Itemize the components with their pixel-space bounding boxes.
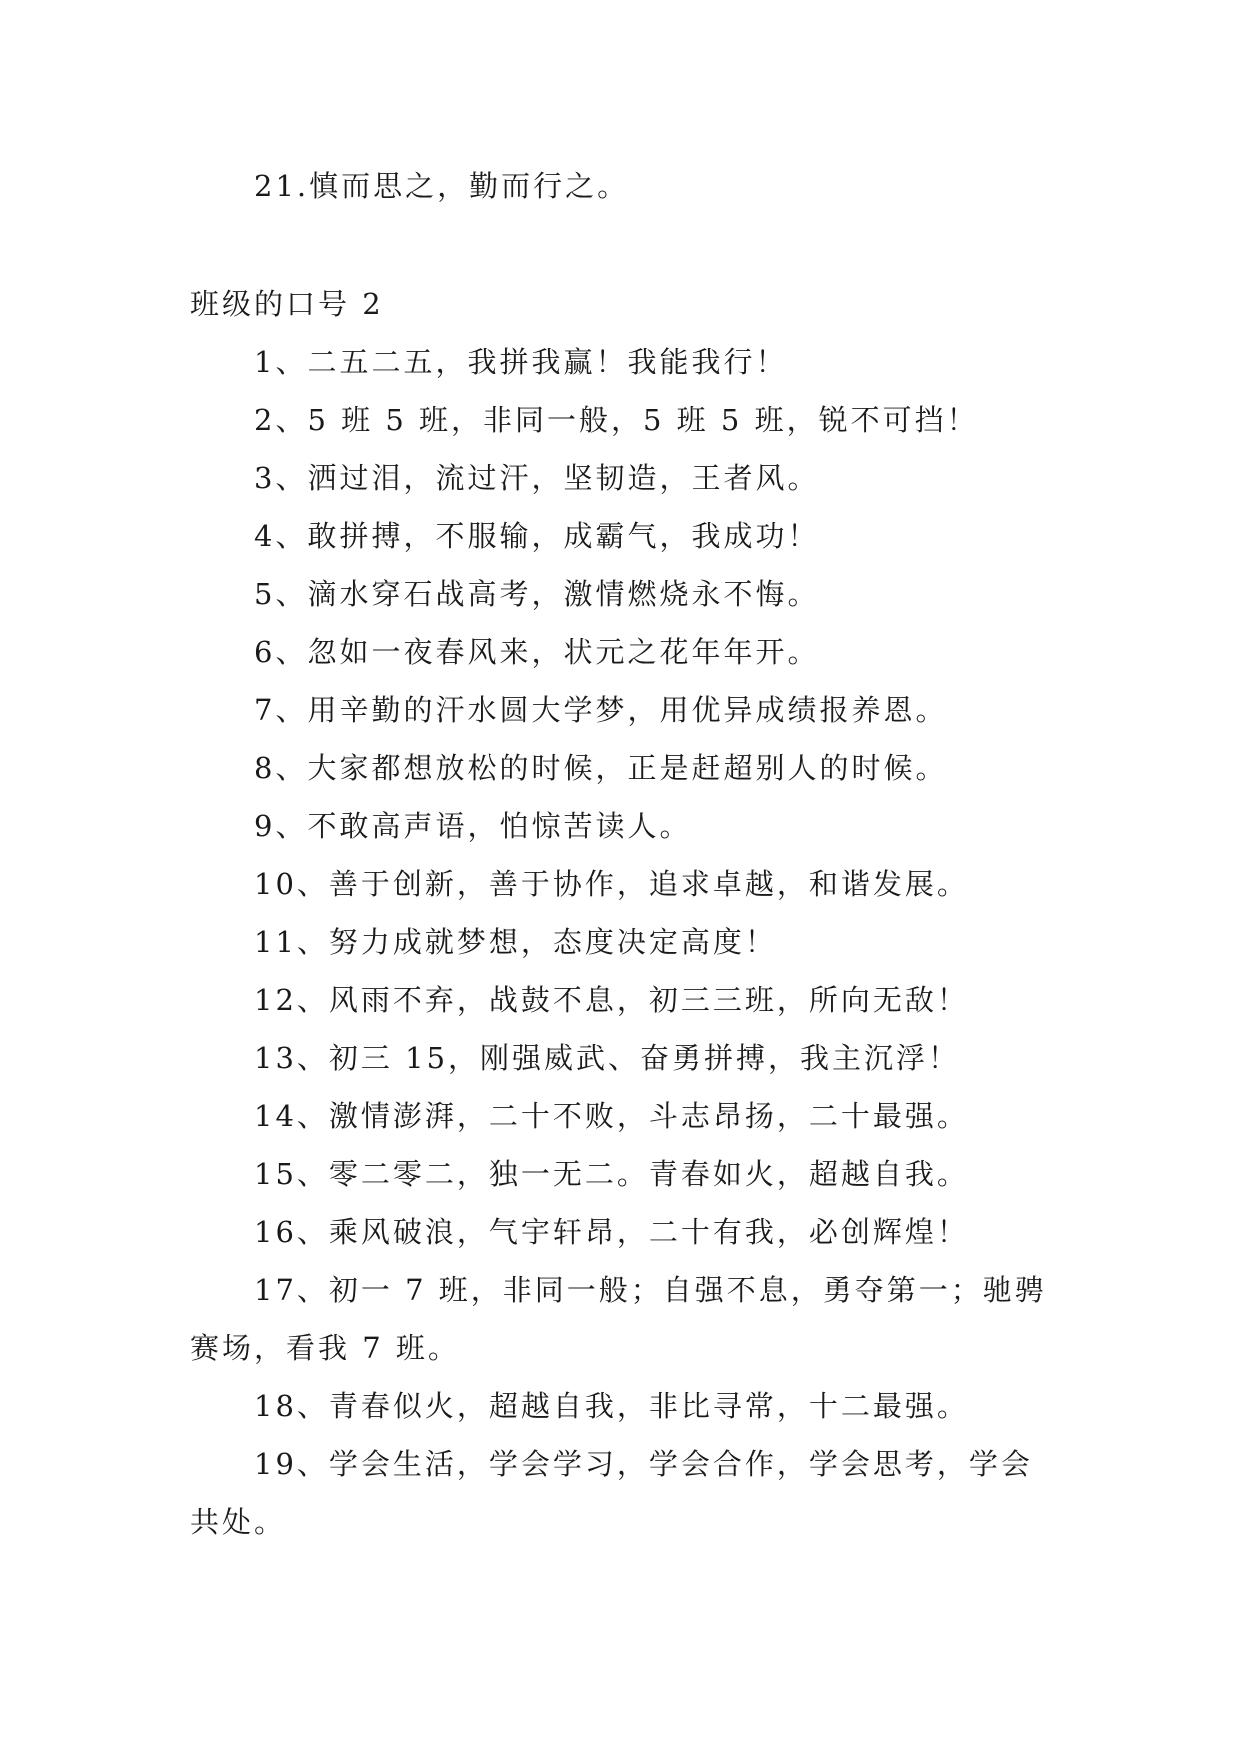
slogan-line: 14、激情澎湃，二十不败，斗志昂扬，二十最强。 [254,1099,969,1133]
slogan-line: 2、5 班 5 班，非同一般，5 班 5 班，锐不可挡！ [254,403,979,437]
slogan-line: 19、学会生活，学会学习，学会合作，学会思考，学会 [254,1447,1033,1481]
slogan-line: 7、用辛勤的汗水圆大学梦，用优异成绩报养恩。 [254,693,948,727]
slogan-line-21: 21.慎而思之，勤而行之。 [254,169,630,203]
slogan-line: 1、二五二五，我拼我赢！我能我行！ [254,345,788,379]
slogan-line: 12、风雨不弃，战鼓不息，初三三班，所向无敌！ [254,983,969,1017]
slogan-line: 9、不敢高声语，怕惊苦读人。 [254,809,692,843]
slogan-line: 15、零二零二，独一无二。青春如火，超越自我。 [254,1157,969,1191]
slogan-line: 13、初三 15，刚强威武、奋勇拼搏，我主沉浮！ [254,1041,961,1075]
slogan-line: 5、滴水穿石战高考，激情燃烧永不悔。 [254,577,820,611]
slogan-line-continuation: 共处。 [190,1505,287,1539]
slogan-line: 4、敢拼搏，不服输，成霸气，我成功！ [254,519,820,553]
slogan-line: 8、大家都想放松的时候，正是赶超别人的时候。 [254,751,948,785]
slogan-line: 6、忽如一夜春风来，状元之花年年开。 [254,635,820,669]
section-heading: 班级的口号 2 [190,287,384,321]
slogan-line: 11、努力成就梦想，态度决定高度！ [254,925,777,959]
slogan-line: 16、乘风破浪，气宇轩昂，二十有我，必创辉煌！ [254,1215,969,1249]
slogan-line: 10、善于创新，善于协作，追求卓越，和谐发展。 [254,867,969,901]
slogan-line: 3、洒过泪，流过汗，坚韧造，王者风。 [254,461,820,495]
slogan-line-continuation: 赛场，看我 7 班。 [190,1331,460,1365]
slogan-line: 17、初一 7 班，非同一般；自强不息，勇夺第一；驰骋 [254,1273,1047,1307]
slogan-line: 18、青春似火，超越自我，非比寻常，十二最强。 [254,1389,969,1423]
